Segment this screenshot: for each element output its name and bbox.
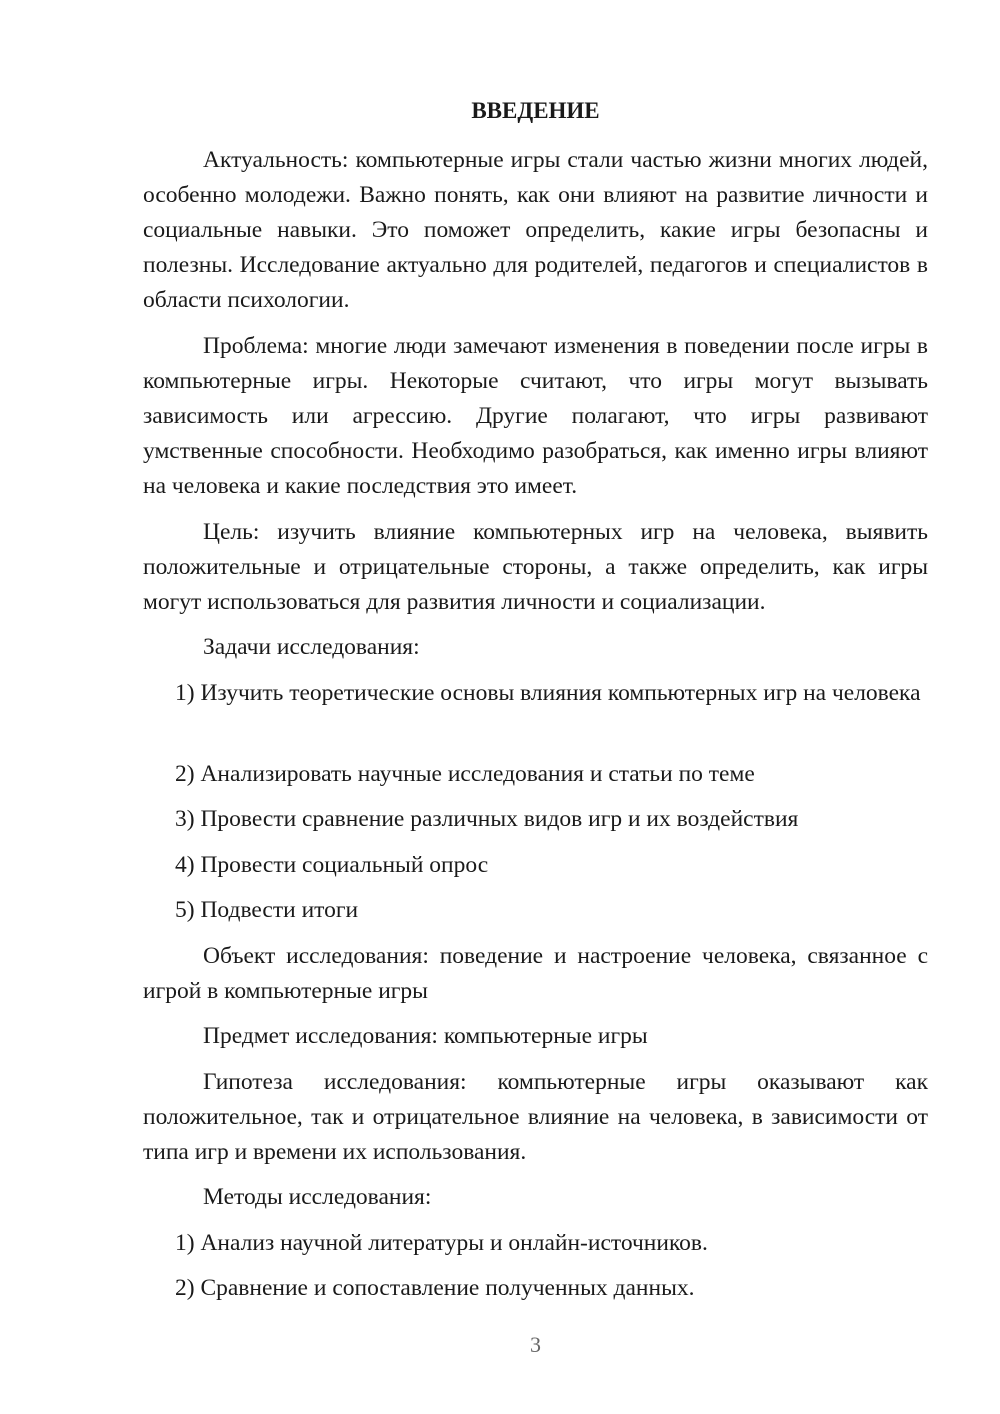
paragraph-subject: Предмет исследования: компьютерные игры <box>203 1023 648 1049</box>
method-item: 1) Анализ научной литературы и онлайн-источников. <box>175 1230 708 1256</box>
paragraph-problem: Проблема: многие люди замечают изменения в поведении после игры в компьютерные игры. Некоторые считают, что игры могут вызывать зависимость или агрессию. Другие полагают, что игры развивают умственные способности. Необходимо разобраться, как именно игры влияют на человека и какие последствия это имеет. <box>143 333 928 499</box>
task-item: 4) Провести социальный опрос <box>175 852 489 878</box>
task-item: 3) Провести сравнение различных видов игр и их воздействия <box>175 806 799 832</box>
page-number: 3 <box>530 1332 541 1357</box>
paragraph-relevance: Актуальность: компьютерные игры стали частью жизни многих людей, особенно молодежи. Важно понять, как они влияют на развитие личности и социальные навыки. Это поможет определить, какие игры безопасны и полезны. Исследование актуально для родителей, педагогов и специалистов в области психологии. <box>143 147 928 313</box>
methods-heading: Методы исследования: <box>203 1184 432 1210</box>
tasks-heading: Задачи исследования: <box>203 634 420 660</box>
document-page <box>143 0 928 1414</box>
paragraph-hypothesis: Гипотеза исследования: компьютерные игры оказывают как положительное, так и отрицательное влияние на человека, в зависимости от типа игр и времени их использования. <box>143 1069 928 1165</box>
task-item: 1) Изучить теоретические основы влияния компьютерных игр на человека <box>175 680 921 706</box>
method-item: 2) Сравнение и сопоставление полученных данных. <box>175 1275 695 1301</box>
paragraph-goal: Цель: изучить влияние компьютерных игр на человека, выявить положительные и отрицательные стороны, а также определить, как игры могут использоваться для развития личности и социализации. <box>143 519 928 615</box>
paragraph-object: Объект исследования: поведение и настроение человека, связанное с игрой в компьютерные игры <box>143 943 928 1004</box>
task-item: 5) Подвести итоги <box>175 897 359 923</box>
task-item: 2) Анализировать научные исследования и статьи по теме <box>175 761 755 787</box>
page-title: ВВЕДЕНИЕ <box>471 98 600 123</box>
